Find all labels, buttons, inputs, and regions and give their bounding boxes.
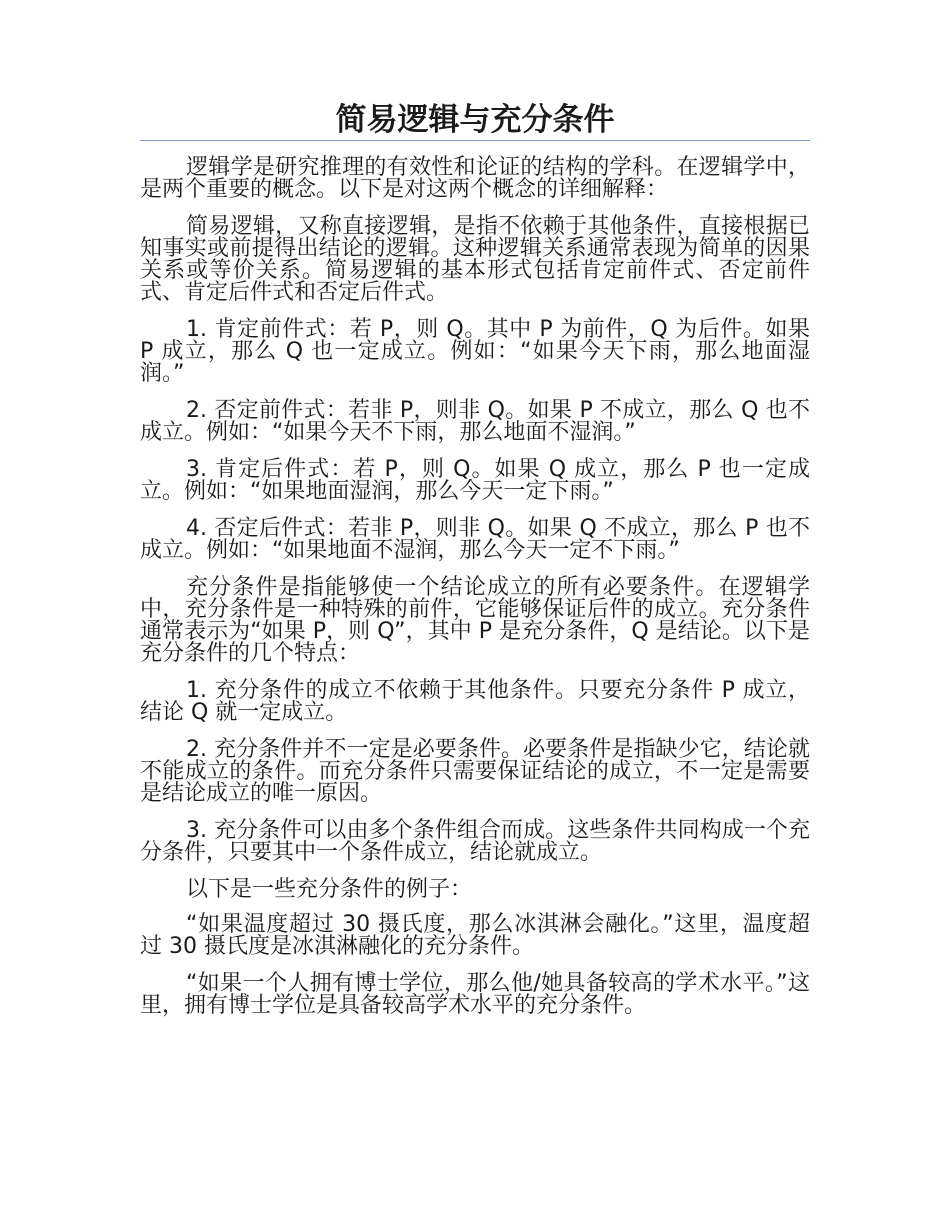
paragraph-sufficient-condition: 充分条件是指能够使一个结论成立的所有必要条件。在逻辑学中，充分条件是一种特殊的前件，它能够保证后件的成立。充分条件通常表示为“如果 P，则 Q”，其中 P 是充分条件，Q 是结论。以下是充分条件的几个特点： bbox=[140, 575, 810, 666]
paragraph-feature-1: 1. 充分条件的成立不依赖于其他条件。只要充分条件 P 成立，结论 Q 就一定成立。 bbox=[140, 678, 810, 725]
paragraph-feature-3: 3. 充分条件可以由多个条件组合而成。这些条件共同构成一个充分条件，只要其中一个条件成立，结论就成立。 bbox=[140, 818, 810, 865]
paragraph-affirm-consequent: 3. 肯定后件式：若 P，则 Q。如果 Q 成立，那么 P 也一定成立。例如：“如果地面湿润，那么今天一定下雨。” bbox=[140, 457, 810, 504]
paragraph-examples-intro: 以下是一些充分条件的例子： bbox=[186, 877, 473, 902]
paragraph-example-1: “如果温度超过 30 摄氏度，那么冰淇淋会融化。”这里，温度超过 30 摄氏度是冰淇淋融化的充分条件。 bbox=[140, 912, 810, 959]
paragraph-feature-2: 2. 充分条件并不一定是必要条件。必要条件是指缺少它，结论就不能成立的条件。而充分条件只需要保证结论的成立，不一定是需要是结论成立的唯一原因。 bbox=[140, 737, 810, 806]
paragraph-simple-logic: 简易逻辑，又称直接逻辑，是指不依赖于其他条件，直接根据已知事实或前提得出结论的逻辑。这种逻辑关系通常表现为简单的因果关系或等价关系。简易逻辑的基本形式包括肯定前件式、否定前件式、肯定后件式和否定后件式。 bbox=[140, 214, 810, 305]
paragraph-deny-consequent: 4. 否定后件式：若非 P，则非 Q。如果 Q 不成立，那么 P 也不成立。例如：“如果地面不湿润，那么今天一定不下雨。” bbox=[140, 516, 810, 563]
document-page bbox=[140, 100, 810, 1032]
paragraph-deny-antecedent: 2. 否定前件式：若非 P，则非 Q。如果 P 不成立，那么 Q 也不成立。例如：“如果今天不下雨，那么地面不湿润。” bbox=[140, 398, 810, 445]
paragraph-affirm-antecedent: 1. 肯定前件式：若 P，则 Q。其中 P 为前件，Q 为后件。如果 P 成立，那么 Q 也一定成立。例如：“如果今天下雨，那么地面湿润。” bbox=[140, 317, 810, 386]
paragraph-intro: 逻辑学是研究推理的有效性和论证的结构的学科。在逻辑学中，是两个重要的概念。以下是对这两个概念的详细解释： bbox=[140, 155, 810, 202]
paragraph-example-2: “如果一个人拥有博士学位，那么他/她具备较高的学术水平。”这里，拥有博士学位是具备较高学术水平的充分条件。 bbox=[140, 971, 810, 1018]
document-title: 简易逻辑与充分条件 bbox=[335, 102, 615, 138]
title-underline bbox=[140, 140, 810, 141]
